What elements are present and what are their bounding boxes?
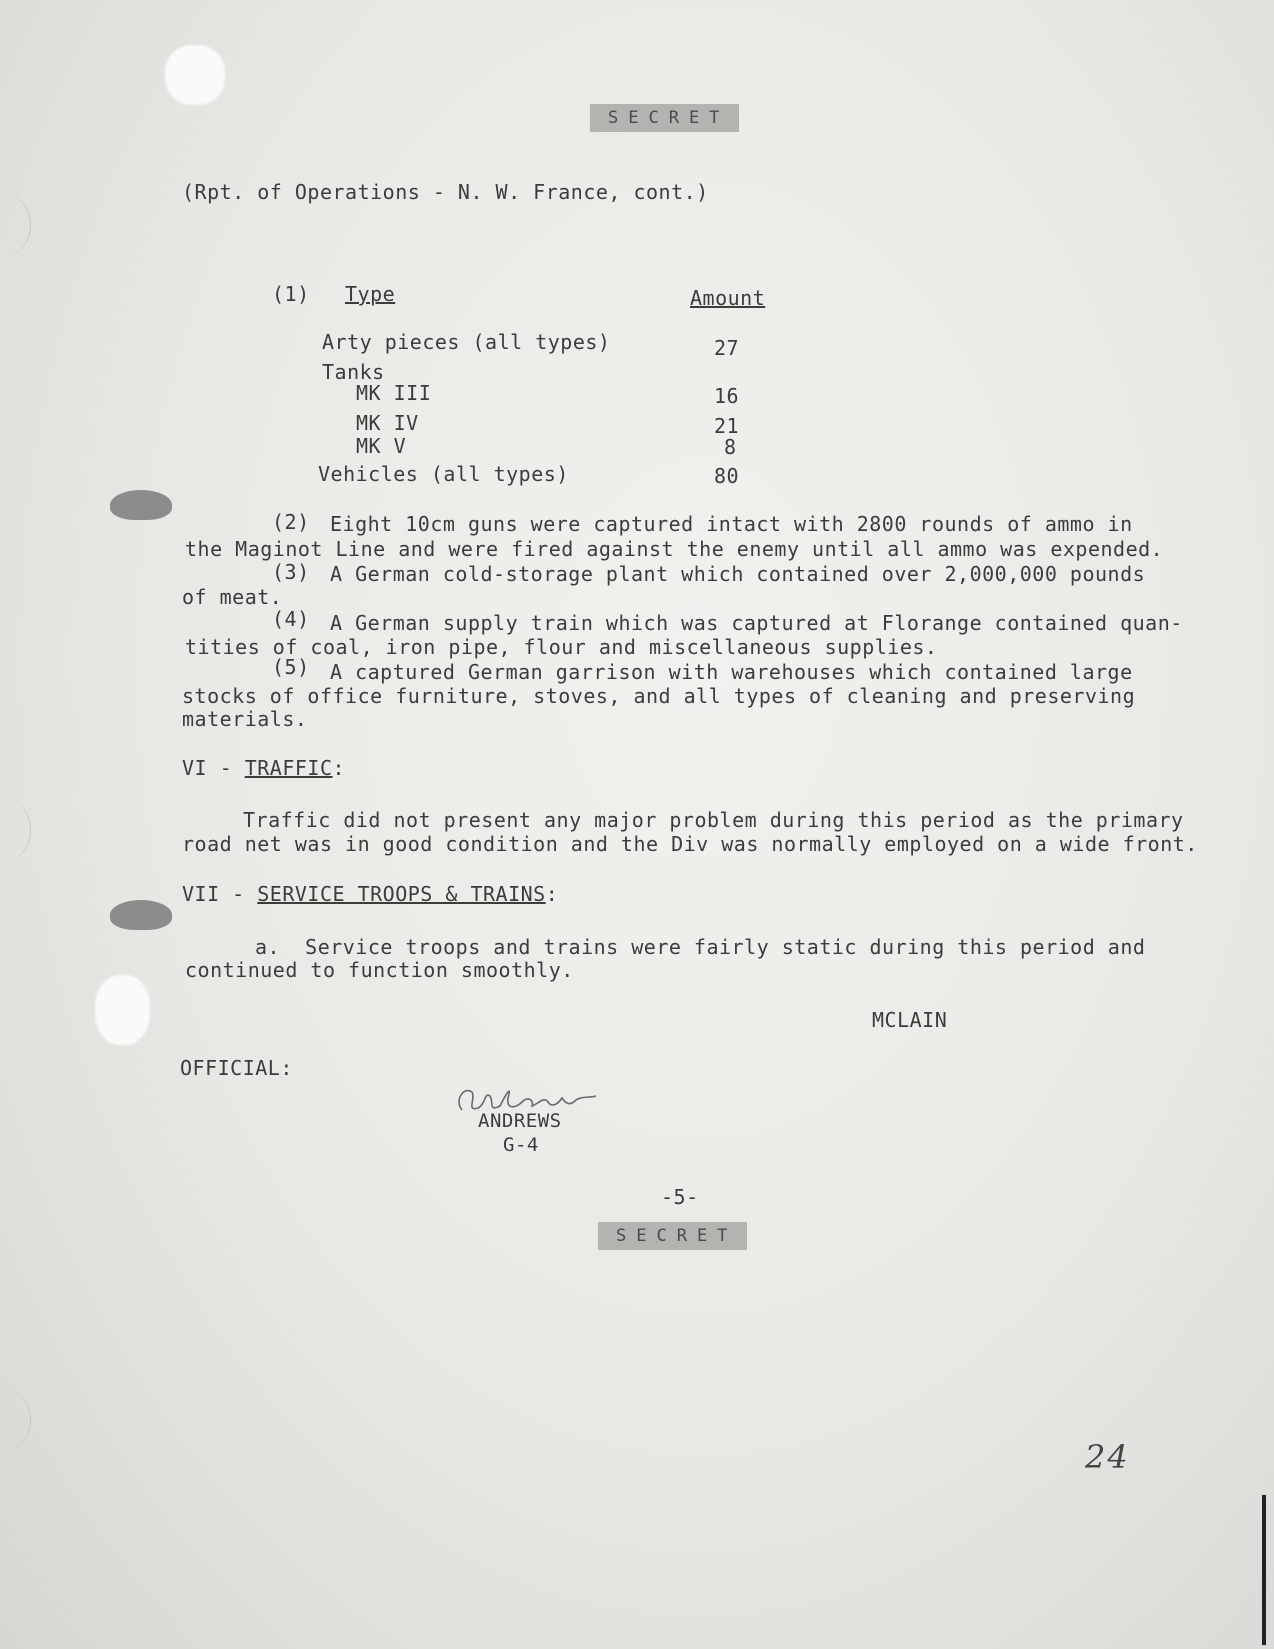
secret-stamp-top: SECRET [590, 104, 739, 132]
section-heading: VII - SERVICE TROOPS & TRAINS: [182, 882, 559, 906]
edge-shadow [1262, 1495, 1266, 1645]
punch-hole-shadow [0, 795, 31, 865]
signer-name: ANDREWS [478, 1110, 562, 1132]
report-subtitle: (Rpt. of Operations - N. W. France, cont.) [182, 180, 709, 204]
item-number: (3) [272, 560, 310, 584]
table-row-type: Vehicles (all types) [318, 462, 569, 486]
section-text: road net was in good condition and the Div was normally employed on a wide front. [182, 832, 1198, 856]
table-row-amount: 27 [714, 336, 740, 360]
table-row-type: MK III [356, 381, 432, 405]
paper-tear [95, 975, 150, 1045]
item-number: (2) [272, 510, 310, 534]
section-heading: VI - TRAFFIC: [182, 756, 346, 780]
page-number: -5- [661, 1185, 699, 1209]
table-row-type: MK IV [356, 411, 419, 435]
section-text: a. Service troops and trains were fairly static during this period and [255, 935, 1146, 959]
table-row-type: MK V [356, 434, 407, 458]
table-row-type: Arty pieces (all types) [322, 330, 611, 354]
section-text: Traffic did not present any major problem during this period as the primary [243, 808, 1184, 832]
paper-tear [165, 45, 225, 105]
item-text: of meat. [182, 585, 283, 609]
item-text: A captured German garrison with warehouses which contained large [330, 660, 1133, 684]
punch-hole-shadow [0, 190, 31, 260]
item-text: A German supply train which was captured at Florange contained quan- [330, 611, 1183, 635]
item-text: A German cold-storage plant which contained over 2,000,000 pounds [330, 562, 1146, 586]
table-row-amount: 21 [714, 414, 740, 438]
punch-hole-shadow [0, 1385, 31, 1455]
item-number: (5) [272, 655, 310, 679]
column-header-type: Type [345, 282, 396, 306]
item-text: tities of coal, iron pipe, flour and miscellaneous supplies. [185, 635, 938, 659]
commander-name: MCLAIN [872, 1008, 948, 1032]
binder-tab-mark [110, 900, 172, 930]
item-number: (4) [272, 607, 310, 631]
binder-tab-mark [110, 490, 172, 520]
item-text: materials. [182, 707, 308, 731]
table-row-amount: 16 [714, 384, 740, 408]
item-text: the Maginot Line and were fired against the enemy until all ammo was expended. [185, 537, 1164, 561]
column-header-amount: Amount [690, 286, 766, 310]
table-row-type: Tanks [322, 360, 385, 384]
handwritten-page-number: 24 [1085, 1438, 1130, 1476]
table-row-amount: 8 [724, 435, 737, 459]
signer-title: G-4 [503, 1134, 539, 1156]
item-number: (1) [272, 282, 310, 306]
official-label: OFFICIAL: [180, 1056, 293, 1080]
section-text: continued to function smoothly. [185, 958, 574, 982]
secret-stamp-bottom: SECRET [598, 1222, 747, 1250]
item-text: stocks of office furniture, stoves, and all types of cleaning and preserving [182, 684, 1136, 708]
item-text: Eight 10cm guns were captured intact with 2800 rounds of ammo in [330, 512, 1133, 536]
table-row-amount: 80 [714, 464, 740, 488]
